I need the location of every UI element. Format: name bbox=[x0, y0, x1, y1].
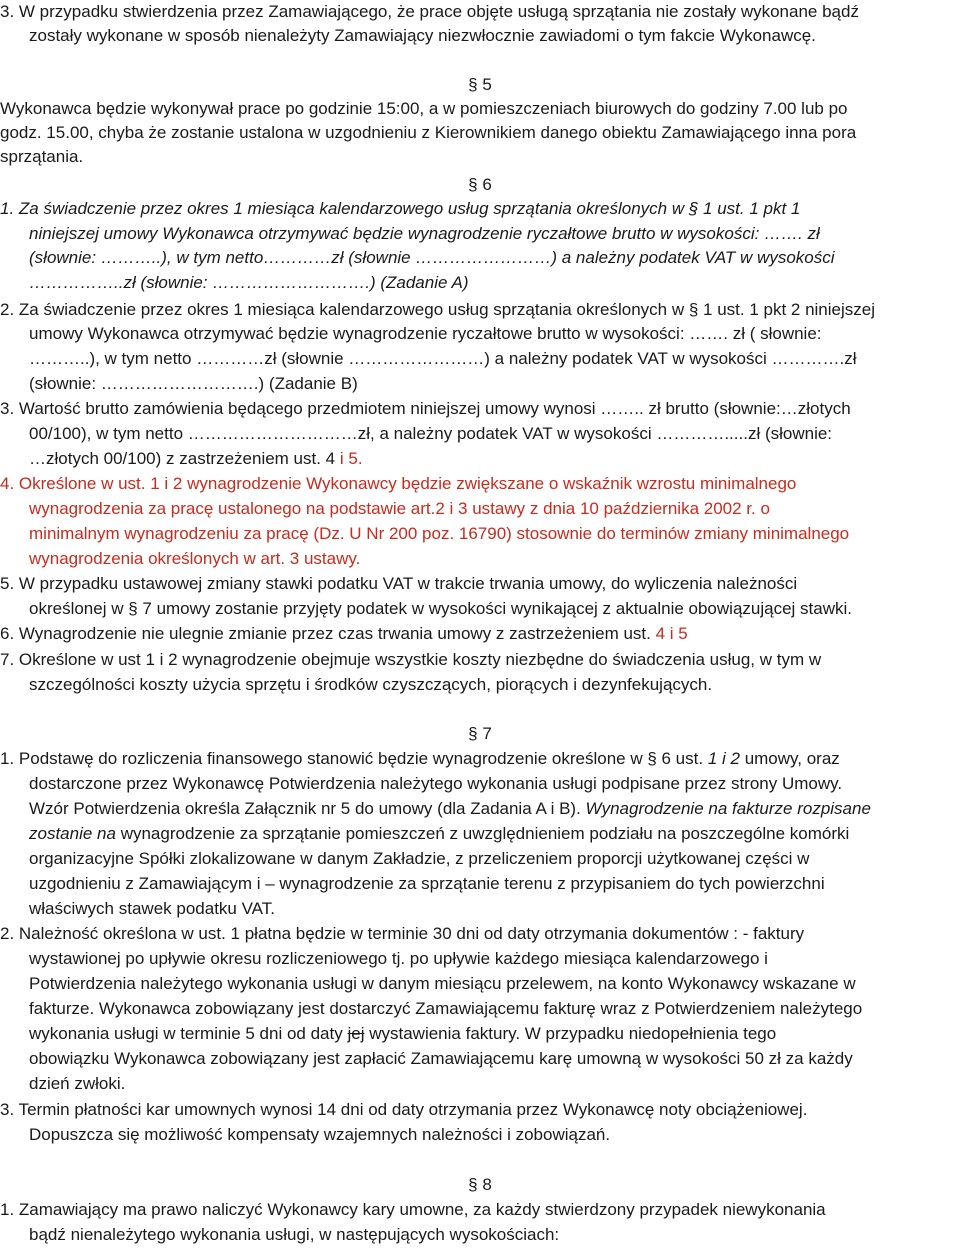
italic-text-span: 1 i 2 bbox=[707, 749, 740, 768]
paragraph-line: ………..), w tym netto …………zł (słownie ……………………) a należny podatek VAT w wysokości ………….zł bbox=[29, 349, 857, 368]
section-heading-8: § 8 bbox=[468, 1175, 492, 1194]
paragraph-line bbox=[0, 747, 960, 771]
paragraph-line: dzień zwłoki. bbox=[29, 1074, 126, 1093]
paragraph-line bbox=[0, 622, 960, 646]
paragraph-line: 3. Termin płatności kar umownych wynosi 14 dni od daty otrzymania przez Wykonawcę noty obciążeniowej. bbox=[0, 1100, 808, 1119]
paragraph-line: (słownie: ………..), w tym netto…………zł (słownie ……………………) a należny podatek VAT w wysokości bbox=[29, 248, 835, 267]
paragraph-line: Potwierdzenia należytego wykonania usługi w danym miesiącu przelewem, na konto Wykonawcy wskazane w bbox=[29, 974, 856, 993]
text-span: umowy, oraz bbox=[744, 749, 840, 768]
paragraph-line: 2. Należność określona w ust. 1 płatna będzie w terminie 30 dni od daty otrzymania dokumentów : - faktury bbox=[0, 924, 805, 943]
text-span: wynagrodzenie za sprzątanie pomieszczeń z uwzględnieniem podziału na poszczególne komórki bbox=[120, 824, 850, 843]
paragraph-line: uzgodnieniu z Zamawiającym i – wynagrodzenie za sprzątanie terenu z przypisaniem do tych powierzchni bbox=[29, 874, 825, 893]
paragraph-line: dostarczone przez Wykonawcę Potwierdzenia należytego wykonania usługi podpisane przez strony Umowy. bbox=[29, 774, 843, 793]
section-heading-5: § 5 bbox=[468, 75, 492, 94]
paragraph-line: ……………..zł (słownie: ……………………….) (Zadanie A) bbox=[29, 273, 469, 292]
paragraph-line: niniejszej umowy Wykonawca otrzymywać będzie wynagrodzenie ryczałtowe brutto w wysokości: ……. zł bbox=[29, 224, 820, 243]
section-heading-7: § 7 bbox=[468, 724, 492, 743]
paragraph-line: szczególności koszty użycia sprzętu i środków czyszczących, piorących i dezynfekujących. bbox=[29, 675, 713, 694]
paragraph-line bbox=[29, 1022, 957, 1046]
paragraph-line: 3. Wartość brutto zamówienia będącego przedmiotem niniejszej umowy wynosi …….. zł brutto (słownie:…złotych bbox=[0, 399, 851, 418]
paragraph-line: wynagrodzenia określonych w art. 3 ustawy. bbox=[29, 549, 361, 568]
red-text-span: 4 i 5 bbox=[655, 624, 688, 643]
paragraph-line: Wykonawca będzie wykonywał prace po godzinie 15:00, a w pomieszczeniach biurowych do godziny 7.00 lub po bbox=[0, 99, 848, 118]
paragraph-line: 5. W przypadku ustawowej zmiany stawki podatku VAT w trakcie trwania umowy, do wyliczenia należności bbox=[0, 574, 798, 593]
paragraph-line: 1. Za świadczenie przez okres 1 miesiąca kalendarzowego usług sprzątania określonych w § 1 ust. 1 pkt 1 bbox=[0, 199, 801, 218]
paragraph-line: fakturze. Wykonawca zobowiązany jest dostarczyć Zamawiającemu fakturę wraz z Potwierdzeniem należytego bbox=[29, 999, 863, 1018]
paragraph-line: zostały wykonane w sposób nienależyty Zamawiający niezwłocznie zawiadomi o tym fakcie Wykonawcę. bbox=[29, 26, 816, 45]
paragraph-line: obowiązku Wykonawca zobowiązany jest zapłacić Zamawiającemu karę umowną w wysokości 50 zł za każdy bbox=[29, 1049, 853, 1068]
paragraph-line bbox=[29, 822, 957, 846]
paragraph-line: Dopuszcza się możliwość kompensaty wzajemnych należności i zobowiązań. bbox=[29, 1125, 611, 1144]
paragraph-line: minimalnym wynagrodzeniu za pracę (Dz. U Nr 200 poz. 16790) stosownie do terminów zmiany minimalnego bbox=[29, 524, 850, 543]
paragraph-line: 3. W przypadku stwierdzenia przez Zamawiającego, że prace objęte usługą sprzątania nie zostały wykonane bądź bbox=[0, 2, 859, 21]
paragraph-line bbox=[29, 797, 957, 821]
paragraph-line: 2. Za świadczenie przez okres 1 miesiąca kalendarzowego usług sprzątania określonych w § 1 ust. 1 pkt 2 niniejszej bbox=[0, 300, 876, 319]
paragraph-line: 1. Zamawiający ma prawo naliczyć Wykonawcy kary umowne, za każdy stwierdzony przypadek niewykonania bbox=[0, 1200, 826, 1219]
paragraph-line: (słownie: ……………………….) (Zadanie B) bbox=[29, 374, 358, 393]
italic-text-span: Wynagrodzenie na fakturze rozpisane bbox=[585, 799, 871, 818]
red-text-span: i 5. bbox=[339, 449, 363, 468]
text-span: wykonania usługi w terminie 5 dni od daty bbox=[29, 1024, 343, 1043]
paragraph-line: organizacyjne Spółki zlokalizowane w danym Zakładzie, z przeliczeniem proporcji użytkowanej części w bbox=[29, 849, 810, 868]
text-span: wystawienia faktury. W przypadku niedopełnienia tego bbox=[369, 1024, 777, 1043]
text-span: Wzór Potwierdzenia określa Załącznik nr 5 do umowy (dla Zadania A i B). bbox=[29, 799, 581, 818]
italic-text-span: zostanie na bbox=[29, 824, 116, 843]
paragraph-line: umowy Wykonawca otrzymywać będzie wynagrodzenie ryczałtowe brutto w wysokości: ……. zł ( słownie: bbox=[29, 324, 822, 343]
struck-text-span: jej bbox=[347, 1024, 365, 1043]
paragraph-line: określonej w § 7 umowy zostanie przyjęty podatek w wysokości wynikającej z aktualnie obowiązującej stawki. bbox=[29, 599, 852, 618]
paragraph-line: właściwych stawek podatku VAT. bbox=[29, 899, 275, 918]
paragraph-line: godz. 15.00, chyba że zostanie ustalona w uzgodnieniu z Kierownikiem danego obiektu Zamawiającego inna pora bbox=[0, 123, 857, 142]
text-span: …złotych 00/100) z zastrzeżeniem ust. 4 bbox=[29, 449, 336, 468]
paragraph-line: wystawionej po upływie okresu rozliczeniowego tj. po upływie każdego miesiąca kalendarzowego i bbox=[29, 949, 768, 968]
paragraph-line: 4. Określone w ust. 1 i 2 wynagrodzenie Wykonawcy będzie zwiększane o wskaźnik wzrostu minimalnego bbox=[0, 474, 797, 493]
text-span: 1. Podstawę do rozliczenia finansowego stanowić będzie wynagrodzenie określone w § 6 ust. bbox=[0, 749, 704, 768]
paragraph-line: sprzątania. bbox=[0, 147, 84, 166]
paragraph-line: bądź nienależytego wykonania usługi, w następujących wysokościach: bbox=[29, 1225, 560, 1244]
paragraph-line: 7. Określone w ust 1 i 2 wynagrodzenie obejmuje wszystkie koszty niezbędne do świadczenia usług, w tym w bbox=[0, 650, 822, 669]
paragraph-line bbox=[29, 447, 957, 471]
section-heading-6: § 6 bbox=[468, 175, 492, 194]
paragraph-line: wynagrodzenia za pracę ustalonego na podstawie art.2 i 3 ustawy z dnia 10 października 2002 r. o bbox=[29, 499, 770, 518]
paragraph-line: 00/100), w tym netto …………………………zł, a należny podatek VAT w wysokości ………….....zł (słownie: bbox=[29, 424, 833, 443]
text-span: 6. Wynagrodzenie nie ulegnie zmianie przez czas trwania umowy z zastrzeżeniem ust. bbox=[0, 624, 651, 643]
